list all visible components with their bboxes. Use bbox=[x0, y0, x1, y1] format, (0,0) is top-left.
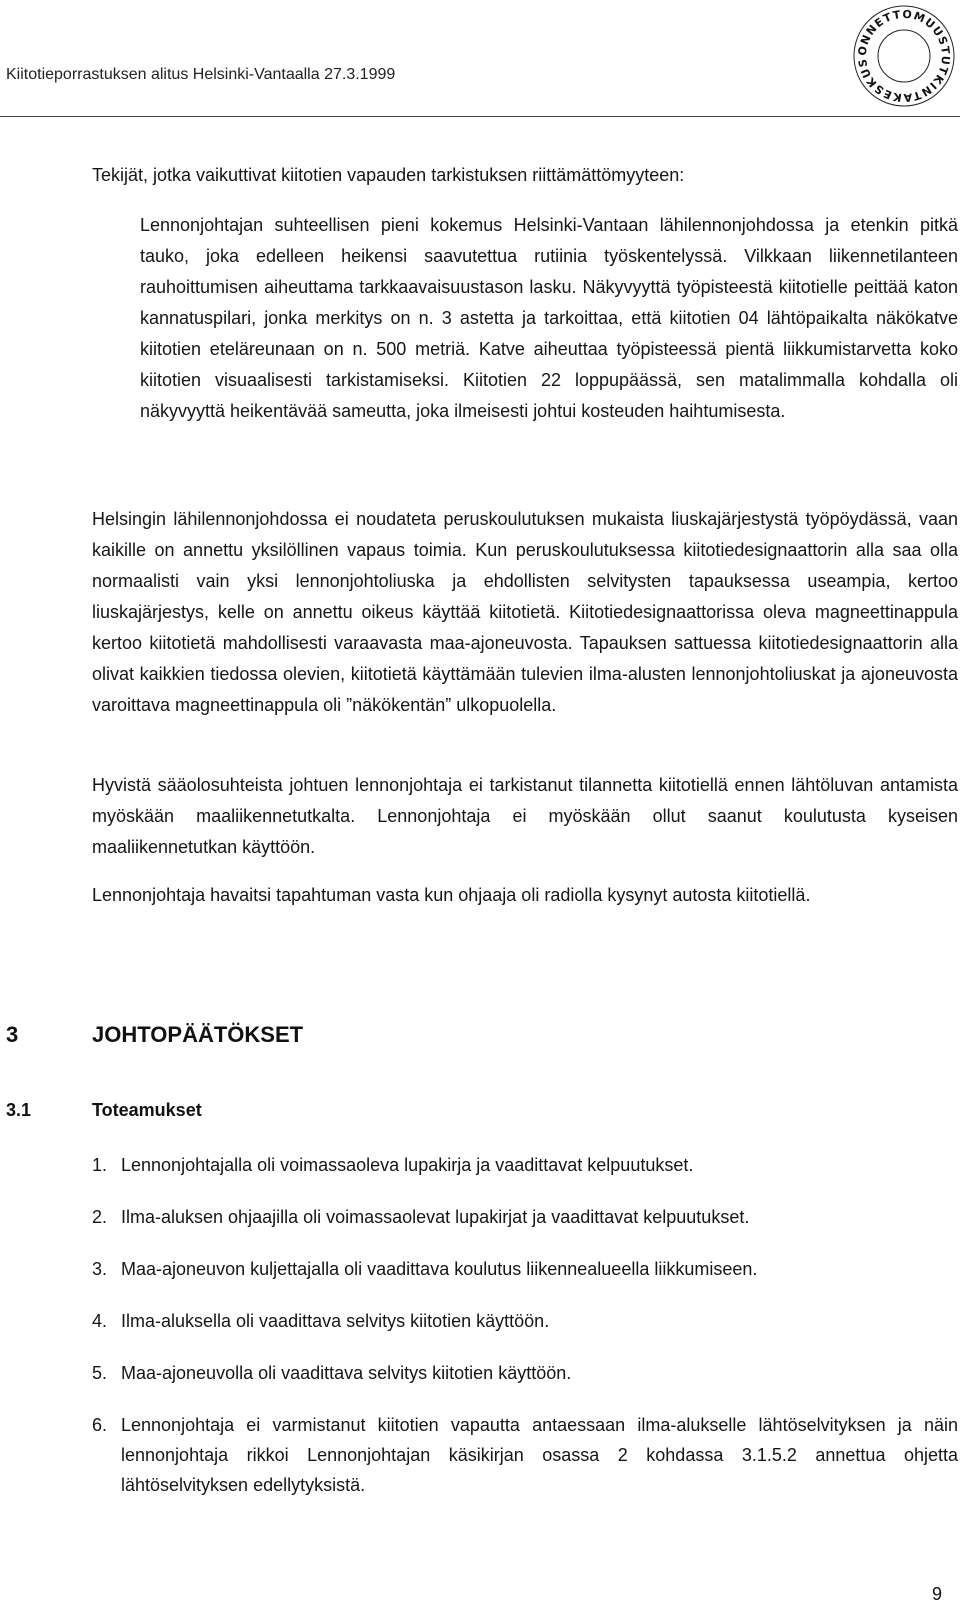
paragraph-intro: Tekijät, jotka vaikuttivat kiitotien vapauden tarkistuksen riittämättömyyteen: bbox=[92, 165, 685, 185]
seal-text: ONNETTOMUUSTUTKINTAKESKUS bbox=[855, 7, 953, 105]
subsection-title: Toteamukset bbox=[92, 1100, 202, 1120]
seal-logo bbox=[848, 0, 960, 110]
list-item-text: Ilma-aluksella oli vaadittava selvitys kiitotien käyttöön. bbox=[121, 1311, 550, 1331]
list-item bbox=[92, 1254, 958, 1284]
page-number: 9 bbox=[931, 1584, 942, 1604]
section-heading bbox=[6, 1022, 303, 1048]
paragraph-strip-order: Helsingin lähilennonjohdossa ei noudateta peruskoulutuksen mukaista liuskajärjestystä työpöydässä, vaan kaikille on annettu yksilöllinen vapaus toimia. Kun peruskoulutuksessa kiitotiedesignaattorin alla saa olla normaalisti vain yksi lennonjohtoliuska ja ehdollisten selvitysten tapauksessa useampia, kertoo liuskajärjestys, kelle on annettu oikeus käyttää kiitotietä. Kiitotiedesignaattorissa oleva magneettinappula kertoo kiitotietä mahdollisesti varaavasta maa-ajoneuvosta. Tapauksen sattuessa kiitotiedesignaattorin alla olivat kaikkien tiedossa olevien, kiitotietä käyttämään tulevien ilma-alusten lennonjohtoliuskat ja ajoneuvosta varoittava magneettinappula oli ”näkökentän” ulkopuolella. bbox=[92, 509, 958, 715]
list-item-text: Maa-ajoneuvon kuljettajalla oli vaadittava koulutus liikennealueella liikkumiseen. bbox=[121, 1259, 758, 1279]
list-item bbox=[92, 1150, 958, 1180]
list-item-text: Lennonjohtajalla oli voimassaoleva lupakirja ja vaadittavat kelpuutukset. bbox=[121, 1155, 694, 1175]
list-item bbox=[92, 1358, 958, 1388]
running-header: Kiitotieporrastuksen alitus Helsinki-Vantaalla 27.3.1999 bbox=[6, 66, 396, 83]
findings-list bbox=[92, 1150, 958, 1522]
list-item-text: Lennonjohtaja ei varmistanut kiitotien vapautta antaessaan ilma-alukselle lähtöselvityksen ja näin lennonjohtaja rikkoi Lennonjohtajan käsikirjan osassa 2 kohdassa 3.1.5.2 annettua ohjetta lähtöselvityksen edellytyksistä. bbox=[121, 1415, 958, 1495]
paragraph-weather: Hyvistä sääolosuhteista johtuen lennonjohtaja ei tarkistanut tilannetta kiitotiellä ennen lähtöluvan antamista myöskään maaliikennetutkalta. Lennonjohtaja ei myöskään ollut saanut koulutusta kyseisen maaliikennetutkan käyttöön. bbox=[92, 775, 958, 857]
list-item-number: 1. bbox=[92, 1155, 108, 1175]
section-number: 3 bbox=[6, 1022, 19, 1047]
paragraph-factors: Lennonjohtajan suhteellisen pieni kokemus Helsinki-Vantaan lähilennonjohdossa ja etenkin pitkä tauko, joka edelleen heikensi saavutettua rutiinia työskentelyssä. Vilkkaan liikennetilanteen rauhoittumisen aiheuttama tarkkaavaisuustason lasku. Näkyvyyttä työpisteestä kiitotielle peittää katon kannatuspilari, jonka merkitys on n. 3 astetta ja tarkoittaa, että kiitotien 04 lähtöpaikalta näkökatve kiitotien eteläreunaan on n. 500 metriä. Katve aiheuttaa työpisteessä pientä liikkumistarvetta koko kiitotien visuaalisesti tarkistamiseksi. Kiitotien 22 loppupäässä, sen matalimmalla kohdalla oli näkyvyyttä heikentävää sameutta, joka ilmeisesti johtui kosteuden haihtumisesta. bbox=[140, 215, 958, 421]
header-divider bbox=[0, 116, 960, 117]
list-item bbox=[92, 1306, 958, 1336]
paragraph-detection: Lennonjohtaja havaitsi tapahtuman vasta kun ohjaaja oli radiolla kysynyt autosta kiitotiellä. bbox=[92, 885, 811, 905]
section-title: JOHTOPÄÄTÖKSET bbox=[92, 1022, 304, 1047]
list-item-number: 5. bbox=[92, 1363, 108, 1383]
subsection-number: 3.1 bbox=[6, 1100, 32, 1120]
list-item-text: Ilma-aluksen ohjaajilla oli voimassaolevat lupakirjat ja vaadittavat kelpuutukset. bbox=[121, 1207, 750, 1227]
list-item bbox=[92, 1202, 958, 1232]
list-item-number: 3. bbox=[92, 1259, 108, 1279]
list-item-text: Maa-ajoneuvolla oli vaadittava selvitys kiitotien käyttöön. bbox=[121, 1363, 572, 1383]
list-item-number: 6. bbox=[92, 1415, 108, 1435]
svg-text:ONNETTOMUUSTUTKINTAKESKUS bbox=[856, 8, 953, 105]
list-item-number: 4. bbox=[92, 1311, 108, 1331]
list-item bbox=[92, 1410, 958, 1500]
subsection-heading bbox=[6, 1100, 202, 1121]
list-item-number: 2. bbox=[92, 1207, 108, 1227]
